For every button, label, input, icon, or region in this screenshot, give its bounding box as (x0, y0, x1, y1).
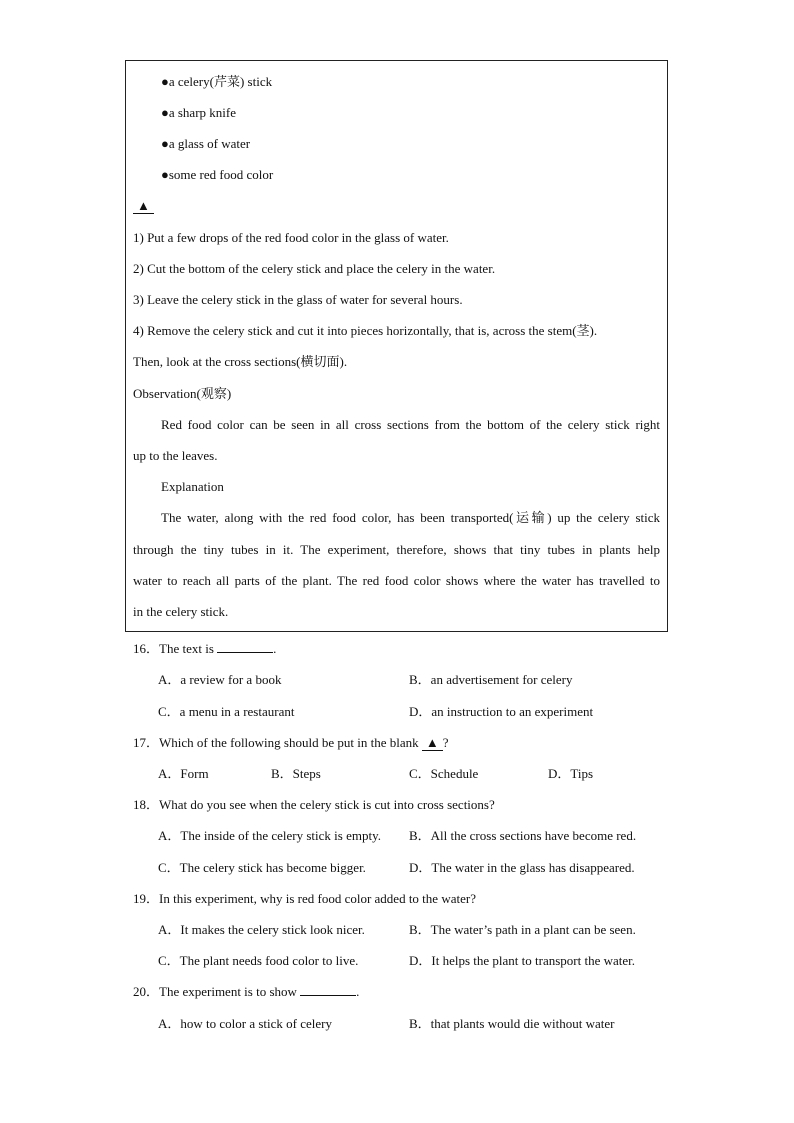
material-item: ●a sharp knife (161, 105, 236, 120)
step-line: 3) Leave the celery stick in the glass of water for several hours. (133, 292, 463, 307)
step-line: 2) Cut the bottom of the celery stick and place the celery in the water. (133, 261, 496, 276)
question-stem: 18．What do you see when the celery stick is cut into cross sections? (133, 797, 495, 812)
material-item: ●a celery(芹菜) stick (161, 74, 273, 89)
question-option[interactable]: A．It makes the celery stick look nicer. (158, 922, 365, 937)
answer-blank (217, 641, 273, 653)
blank-heading (133, 198, 154, 214)
step-line: Then, look at the cross sections(横切面). (133, 354, 348, 369)
question-option[interactable]: C．The celery stick has become bigger. (158, 860, 366, 875)
question-stem: 20．The experiment is to show . (133, 984, 360, 999)
question-option[interactable]: B．an advertisement for celery (409, 672, 573, 687)
question-stem: 17．Which of the following should be put in the blank ▲ ? (133, 735, 449, 750)
question-option[interactable]: B．All the cross sections have become red. (409, 828, 637, 843)
question-option[interactable]: B．Steps (271, 766, 321, 781)
question-option[interactable]: D．The water in the glass has disappeared. (409, 860, 635, 875)
question-option[interactable]: A．Form (158, 766, 209, 781)
step-line: 4) Remove the celery stick and cut it into pieces horizontally, that is, across the stem(茎). (133, 323, 598, 338)
explanation-line: The water, along with the red food color, has been transported(运输) up the celery stick (161, 510, 660, 525)
question-option[interactable]: B．that plants would die without water (409, 1016, 615, 1031)
explanation-line: water to reach all parts of the plant. The red food color shows where the water has travelled to (133, 573, 660, 588)
material-item: ●a glass of water (161, 136, 251, 151)
question-stem: 19．In this experiment, why is red food color added to the water? (133, 891, 476, 906)
question-option[interactable]: D．Tips (548, 766, 594, 781)
question-option[interactable]: D．an instruction to an experiment (409, 704, 594, 719)
answer-blank (300, 984, 356, 996)
observation-line: Red food color can be seen in all cross sections from the bottom of the celery stick right (161, 417, 660, 432)
blank-marker: ▲ (133, 199, 154, 214)
explanation-heading: Explanation (161, 479, 224, 494)
question-option[interactable]: B．The water’s path in a plant can be seen. (409, 922, 636, 937)
explanation-line: through the tiny tubes in it. The experiment, therefore, shows that tiny tubes in plants help (133, 542, 660, 557)
question-option[interactable]: A．The inside of the celery stick is empty. (158, 828, 381, 843)
question-option[interactable]: C．Schedule (409, 766, 479, 781)
question-option[interactable]: C．The plant needs food color to live. (158, 953, 359, 968)
explanation-line: in the celery stick. (133, 604, 229, 619)
material-item: ●some red food color (161, 167, 274, 182)
question-option[interactable]: D．It helps the plant to transport the water. (409, 953, 636, 968)
step-line: 1) Put a few drops of the red food color in the glass of water. (133, 230, 449, 245)
blank-marker: ▲ (422, 736, 443, 751)
question-option[interactable]: A．how to color a stick of celery (158, 1016, 333, 1031)
question-option[interactable]: A．a review for a book (158, 672, 282, 687)
question-option[interactable]: C．a menu in a restaurant (158, 704, 295, 719)
observation-line: up to the leaves. (133, 448, 218, 463)
question-stem: 16．The text is . (133, 641, 277, 656)
observation-heading: Observation(观察) (133, 386, 232, 401)
